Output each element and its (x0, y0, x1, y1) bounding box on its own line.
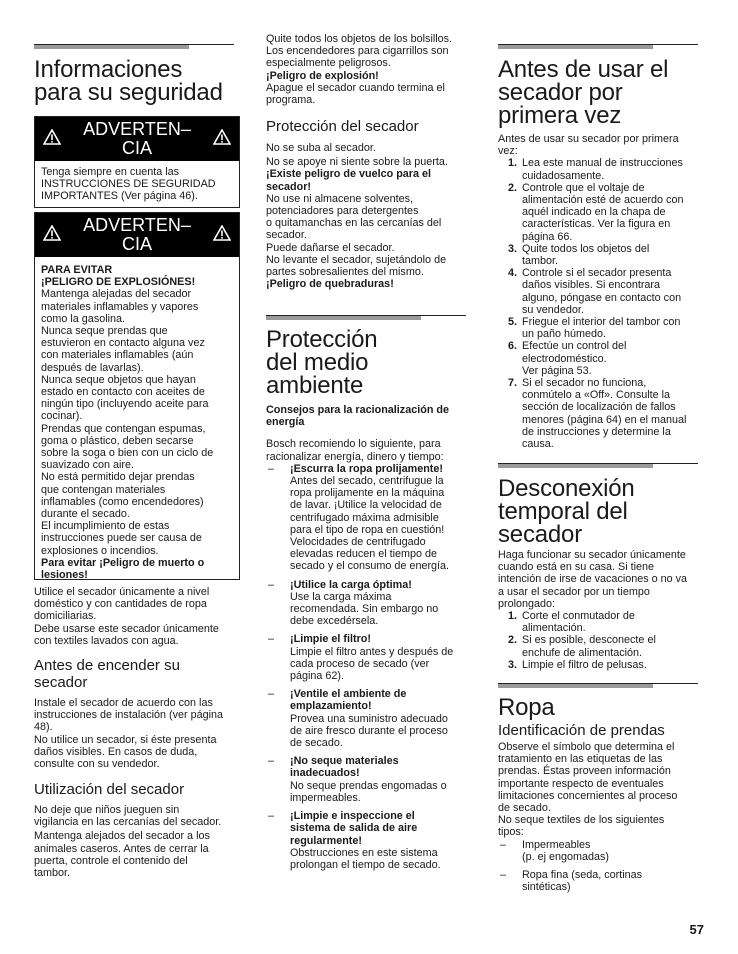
step-number: 3. (508, 658, 518, 671)
section-title-line: primera vez (498, 102, 622, 129)
text-line: 48). (34, 721, 53, 734)
text-line: explosiones o incendios. (41, 544, 159, 557)
section-title-line: Desconexión (498, 475, 635, 502)
text-line: partes sobresalientes del mismo. (266, 266, 424, 279)
section-proteccion-secador (266, 118, 471, 290)
step-number: 7. (508, 377, 518, 390)
text-line: durante el secado. (41, 508, 130, 521)
step-number: 4. (508, 267, 518, 280)
text-line: goma o plástico, deben secarse (41, 434, 194, 447)
text-line: suavizado con aire. (41, 459, 135, 472)
text-line: después de lavarlas). (41, 361, 144, 374)
text-line: Bosch recomiendo lo siguiente, para (266, 438, 441, 451)
warning-title-line: ADVERTEN– (83, 215, 191, 235)
page-title (34, 58, 223, 104)
tip-heading: ¡Ventile el ambiente de (290, 688, 407, 701)
text-line: prolongan el tiempo de secado. (290, 858, 441, 871)
dash-marker: – (500, 838, 507, 851)
section-heading: Protección del secador (266, 118, 419, 135)
list-item (498, 243, 703, 267)
step-number: 5. (508, 316, 518, 329)
dash-marker: – (268, 462, 275, 475)
text-line: que contengan materiales (41, 483, 166, 496)
section-medio-ambiente (266, 328, 471, 871)
text-line: inflamables (como encendedores) (41, 495, 204, 508)
warning-body (35, 161, 239, 207)
text-line: cuando está en su casa. Si tiene (498, 561, 655, 574)
warning-title (35, 120, 239, 158)
text-line: un paño húmedo. (522, 328, 607, 341)
text-line: ropa prolijamente en la máquina (290, 487, 445, 500)
tip-heading: emplazamiento! (290, 700, 372, 713)
text-line: sobre la soga o bien con un ciclo de (41, 447, 214, 460)
text-line: Limpie el filtro antes y después de (290, 645, 454, 658)
warning-body (35, 257, 239, 585)
section-ropa (498, 696, 703, 893)
text-line: daños visibles. Si encontrara (522, 279, 661, 292)
text-line: Utilice el secador únicamente a nivel (34, 586, 210, 598)
text-line: IMPORTANTES (Ver página 46). (41, 190, 198, 203)
dash-marker: – (500, 869, 507, 882)
text-line: Efectúe un control del (522, 340, 627, 353)
tip-heading: regularmente! (290, 834, 362, 847)
text-line: Impermeables (522, 838, 591, 851)
text-line: intención de irse de vacaciones o no va (498, 573, 688, 586)
dash-marker: – (268, 755, 275, 768)
tip-item (266, 755, 471, 804)
text-line: potenciadores para detergentes (266, 205, 419, 218)
text-line: Puede dañarse el secador. (266, 241, 395, 254)
text-line: causa. (522, 438, 554, 451)
text-line: de secado. (290, 737, 343, 750)
text-line: Nunca seque prendas que (41, 325, 168, 338)
text-line: No seque prendas engomadas o (290, 779, 447, 792)
step-number: 3. (508, 242, 518, 255)
text-line: impermeables. (290, 791, 361, 804)
text-line: Nunca seque objetos que hayan (41, 373, 196, 386)
text-line: alguno, póngase en contacto con (522, 291, 682, 304)
text-line: Mantenga alejadas del secador (41, 288, 192, 301)
text-line: cada proceso de secado (ver (290, 657, 430, 670)
text-line: Ropa fina (seda, cortinas (522, 869, 643, 882)
text-line: INSTRUCCIONES DE SEGURIDAD (41, 178, 216, 191)
warning-bold-line: ¡PELIGRO DE EXPLOSIÓNES! (41, 276, 196, 289)
text-line: o quitamanchas en las cercanías del (266, 217, 442, 230)
text-line: Si es posible, desconecte el (522, 634, 656, 647)
text-line: domiciliarias. (34, 610, 97, 623)
text-line: Provea una suministro adecuado (290, 712, 448, 725)
warning-bold-line: lesiones! (41, 569, 88, 582)
warning-title (35, 216, 239, 254)
text-line: Friegue el interior del tambor con (522, 316, 681, 329)
list-item (498, 610, 703, 634)
text-line: No se suba al secador. (266, 142, 376, 154)
tip-item (266, 810, 471, 871)
text-line: Haga funcionar su secador únicamente (498, 549, 686, 561)
text-line: de instrucciones y determine la (522, 425, 671, 438)
text-line: tambor. (34, 867, 71, 880)
step-number: 2. (508, 181, 518, 194)
text-line: tipos: (498, 826, 524, 839)
text-line: No deje que niños jueguen sin (34, 804, 180, 816)
step-number: 6. (508, 340, 518, 353)
text-line: instrucciones de instalación (ver página (34, 709, 224, 722)
section-heading: Identificación de prendas (498, 722, 665, 739)
section-utilizacion (34, 781, 239, 879)
warning-bold-line: Para evitar ¡Peligro de muerto o (41, 556, 205, 569)
text-line: centrifugado máxima admisible (290, 511, 439, 524)
text-line: animales caseros. Antes de cerrar la (34, 842, 209, 855)
text-line: tratamiento en las etiquetas de las (498, 753, 663, 766)
text-line: Apague el secador cuando termina el (266, 81, 445, 94)
text-line: puerta, controle el contenido del (34, 854, 188, 867)
list-item (498, 340, 703, 377)
dash-marker: – (268, 633, 275, 646)
text-line: No utilice un secador, si éste presenta (34, 733, 217, 746)
bold-line: ¡Peligro de quebraduras! (266, 278, 394, 291)
intro-paragraph (34, 586, 239, 647)
text-line: Tenga siempre en cuenta las (41, 166, 180, 178)
text-line: materiales inflamables y vapores (41, 300, 199, 313)
text-line: Velocidades de centrifugado (290, 536, 426, 549)
column-2-top (266, 33, 471, 106)
section-title: Ropa (498, 694, 555, 721)
tip-item (266, 633, 471, 682)
text-line: a usar el secador por un tiempo (498, 585, 650, 598)
text-line: conmútelo a «Off». Consulte la (522, 389, 671, 402)
text-line: importante respecto de eventuales (498, 777, 664, 790)
text-line: secado y el consumo de energía. (290, 560, 450, 573)
warning-bold-line: PARA EVITAR (41, 264, 113, 276)
bold-line: ¡Existe peligro de vuelco para el (266, 168, 432, 181)
text-line: debe excedérsela. (290, 615, 379, 628)
text-line: recomendada. Sin embargo no (290, 603, 439, 616)
text-line: cocinar). (41, 410, 83, 423)
tip-heading: inadecuados! (290, 767, 360, 780)
text-line: de aire fresco durante el proceso (290, 724, 448, 737)
text-line: secador. (266, 229, 307, 242)
list-item (498, 316, 703, 340)
text-line: ningún tipo (incluyendo aceite para (41, 398, 209, 411)
dash-marker: – (268, 688, 275, 701)
tip-item (266, 688, 471, 749)
text-line: El incumplimiento de estas (41, 520, 170, 533)
text-line: Quite todos los objetos de los bolsillos. (266, 33, 453, 45)
text-line: Mantenga alejados del secador a los (34, 830, 210, 843)
step-number: 1. (508, 157, 518, 170)
text-line: cuidadosamente. (522, 169, 605, 182)
tip-item (266, 463, 471, 573)
text-line: Lea este manual de instrucciones (522, 157, 683, 170)
page-number: 57 (689, 922, 704, 937)
warning-triangle-icon (213, 225, 231, 241)
warning-title-line: CIA (121, 138, 152, 158)
text-line: programa. (266, 94, 316, 107)
warning-title-line: CIA (121, 234, 152, 254)
text-line: de secado. (498, 802, 551, 815)
section-rule (498, 463, 698, 464)
section-heading: Antes de encender su (34, 657, 180, 674)
text-line: enchufe de alimentación. (522, 646, 643, 659)
text-line: daños visibles. En casos de duda, (34, 745, 198, 758)
warning-text (41, 288, 233, 556)
text-line: Instale el secador de acuerdo con las (34, 697, 213, 709)
tip-heading: ¡Limpie e inspeccione el (290, 810, 415, 823)
tip-heading: ¡Escurra la ropa prolijamente! (290, 462, 444, 475)
text-line: vigilancia en las cercanías del secador. (34, 816, 222, 829)
text-line: menores (página 64) en el manual (522, 413, 687, 426)
step-number: 1. (508, 610, 518, 623)
text-line: (p. ej engomadas) (522, 850, 610, 863)
text-line: Ver página 53. (522, 364, 592, 377)
text-line: No está permitido dejar prendas (41, 471, 195, 484)
tip-heading: ¡No seque materiales (290, 755, 399, 768)
bold-line: ¡Peligro de explosión! (266, 69, 379, 82)
section-antes-de-encender (34, 657, 239, 770)
tip-item (266, 579, 471, 628)
title-line: Informaciones (34, 56, 183, 83)
text-line: elevadas reducen el tiempo de (290, 548, 438, 561)
text-line: Quite todos los objetos del (522, 242, 650, 255)
section-title-line: secador por (498, 79, 623, 106)
text-line: con materiales inflamables (aún (41, 349, 194, 362)
text-line: Observe el símbolo que determina el (498, 741, 675, 753)
section-rule (498, 44, 698, 45)
text-line: alimentación esté de acuerdo con (522, 194, 684, 207)
section-heading: Utilización del secador (34, 781, 185, 798)
text-line: Use la carga máxima (290, 590, 392, 603)
text-line: consulte con su vendedor. (34, 758, 160, 771)
text-line: con textiles lavados con agua. (34, 634, 179, 647)
text-line: prolongado: (498, 597, 556, 610)
warning-title-line: ADVERTEN– (83, 119, 191, 139)
section-title-line: Protección (266, 326, 378, 353)
text-line: características. Ver la figura en (522, 218, 671, 231)
text-line: Antes de usar su secador por primera (498, 133, 679, 145)
tip-heading: ¡Limpie el filtro! (290, 633, 371, 646)
text-line: de lavar. ¡Utilice la velocidad de (290, 499, 442, 512)
text-line: Los encendedores para cigarrillos son (266, 45, 449, 58)
tip-heading: ¡Utilice la carga óptima! (290, 578, 412, 591)
section-title-line: secador (498, 521, 582, 548)
text-line: sintéticas) (522, 881, 571, 894)
text-line: vez: (498, 145, 518, 158)
warning-triangle-icon (213, 129, 231, 145)
dash-marker: – (268, 578, 275, 591)
text-line: sección de localización de fallos (522, 401, 676, 414)
list-item (498, 377, 703, 450)
title-line: para su seguridad (34, 79, 223, 106)
text-line: Obstrucciones en este sistema (290, 846, 438, 859)
section-desconexion (498, 477, 703, 671)
text-line: su vendedor. (522, 303, 584, 316)
text-line: Debe usarse este secador únicamente (34, 622, 219, 635)
text-line: página 66. (522, 230, 573, 243)
section-antes-de-usar (498, 58, 703, 450)
text-line: electrodoméstico. (522, 352, 607, 365)
text-line: Limpie el filtro de pelusas. (522, 658, 647, 671)
text-line: racionalizar energía, dinero y tiempo: (266, 450, 444, 463)
text-line: alimentación. (522, 622, 586, 635)
text-line: Corte el conmutador de (522, 610, 635, 623)
section-rule (498, 683, 698, 684)
section-title-line: del medio (266, 349, 369, 376)
text-line: No se apoye ni siente sobre la puerta. (266, 156, 448, 169)
list-item (498, 634, 703, 658)
section-heading: secador (34, 674, 88, 691)
text-line: como la gasolina. (41, 312, 126, 325)
text-line: especialmente peligrosos. (266, 57, 391, 70)
tip-heading: sistema de salida de aire (290, 822, 418, 835)
steps-list (498, 610, 703, 671)
text-line: Prendas que contengan espumas, (41, 422, 206, 435)
dash-marker: – (268, 810, 275, 823)
bold-line: secador! (266, 180, 312, 193)
text-line: No levante el secador, sujetándolo de (266, 253, 447, 266)
list-item (498, 659, 703, 671)
text-line: doméstico y con cantidades de ropa (34, 598, 207, 611)
warning-header (35, 213, 239, 257)
subheading-line: Consejos para la racionalización de (266, 404, 450, 416)
text-line: tambor. (522, 255, 559, 268)
steps-list (498, 157, 703, 450)
text-line: Controle si el secador presenta (522, 267, 672, 280)
text-line: prendas. Éstas proveen información (498, 765, 671, 778)
text-line: estado en contacto con aceites de (41, 386, 205, 399)
list-item (498, 182, 703, 243)
step-number: 2. (508, 634, 518, 647)
section-rule (34, 44, 234, 45)
text-line: No use ni almacene solventes, (266, 192, 414, 205)
text-line: página 62). (290, 670, 345, 683)
section-title-line: Antes de usar el (498, 56, 669, 83)
list-item (498, 869, 703, 893)
text-line: No seque textiles de los siguientes (498, 814, 665, 827)
list-item (498, 839, 703, 863)
text-line: para el tipo de ropa en cuestión! (290, 523, 445, 536)
section-title-line: temporal del (498, 498, 628, 525)
text-line: aquél indicado en la chapa de (522, 206, 666, 219)
subheading-line: energía (266, 416, 305, 429)
text-line: Si el secador no funciona, (522, 377, 647, 390)
text-line: limitaciones concernientes al proceso (498, 789, 678, 802)
text-line: instrucciones puede ser causa de (41, 532, 202, 545)
text-line: Controle que el voltaje de (522, 181, 645, 194)
text-line: estuvieron en contacto alguna vez (41, 337, 205, 350)
list-item (498, 267, 703, 316)
section-title-line: ambiente (266, 372, 364, 399)
text-line: Antes del secado, centrifugue la (290, 475, 444, 488)
warning-box-1 (34, 116, 240, 208)
list-item (498, 157, 703, 181)
warning-box-2 (34, 212, 240, 580)
warning-header (35, 117, 239, 161)
section-rule (266, 315, 466, 316)
